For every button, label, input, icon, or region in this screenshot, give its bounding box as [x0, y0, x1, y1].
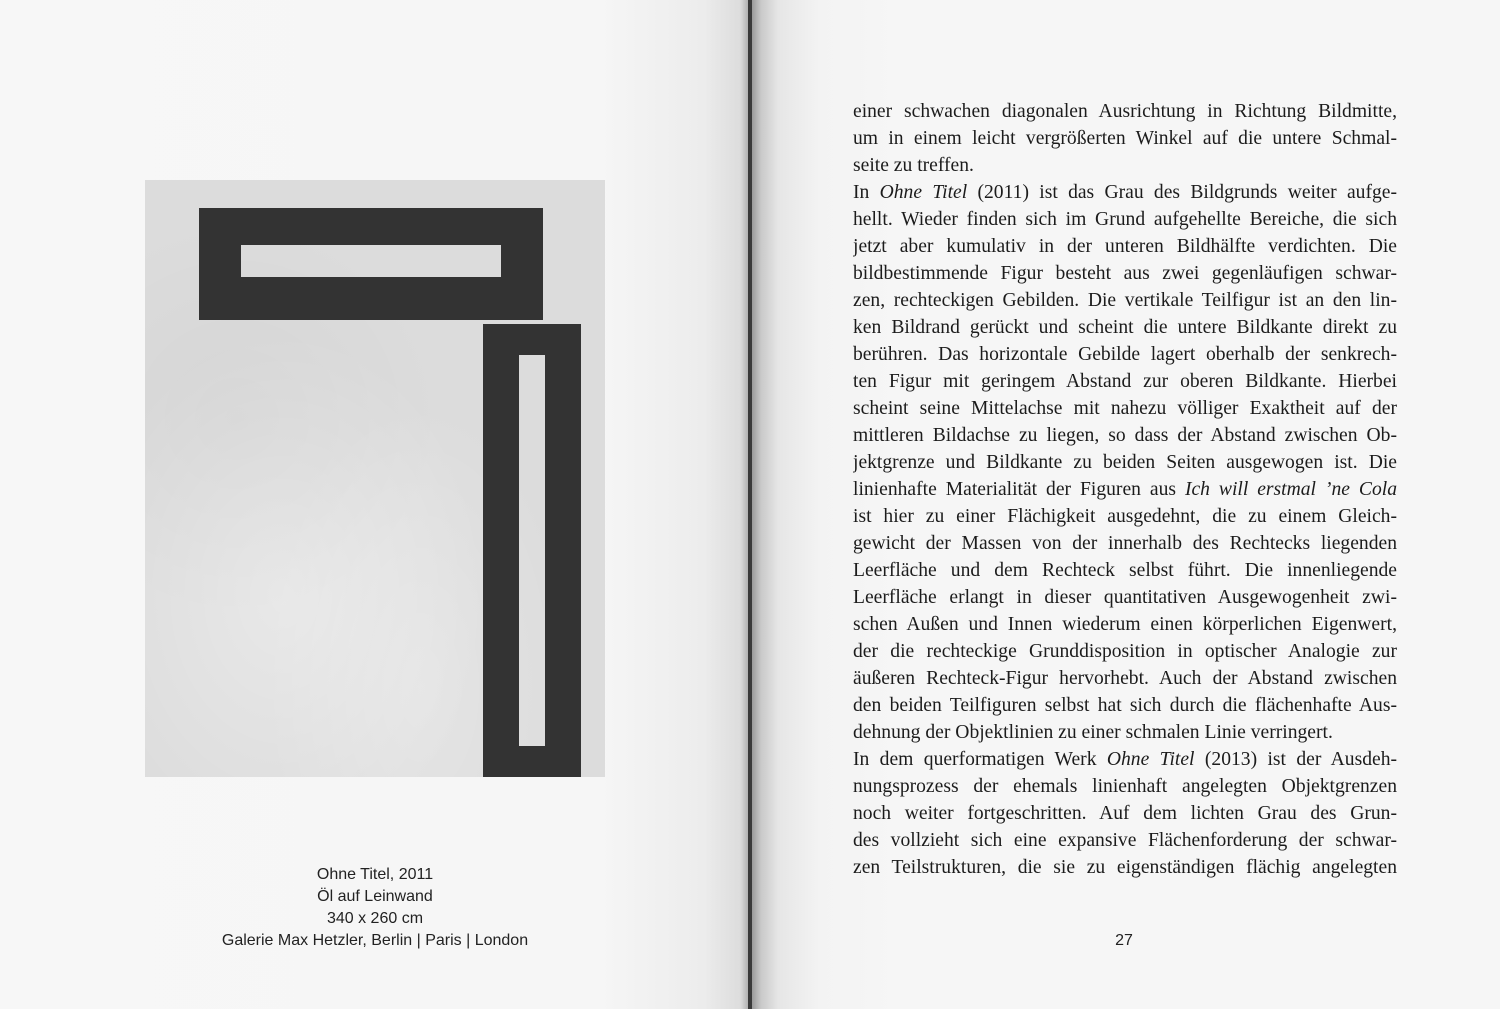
text-line	[853, 800, 1397, 827]
vertical-rectangle-figure	[483, 324, 581, 777]
text-line	[853, 530, 1397, 557]
caption-gallery: Galerie Max Hetzler, Berlin | Paris | London	[221, 932, 529, 949]
text-segment: berühren. Das horizontale Gebilde lagert oberhalb der senkrech-	[853, 344, 1397, 365]
text-segment: hellt. Wieder finden sich im Grund aufgehellte Bereiche, die sich	[853, 209, 1397, 230]
text-segment: nungsprozess der ehemals linienhaft angelegten Objektgrenzen	[853, 776, 1397, 797]
text-line	[853, 584, 1397, 611]
caption-dimensions: 340 x 260 cm	[326, 910, 424, 927]
text-line	[853, 260, 1397, 287]
text-segment: zen, rechteckigen Gebilden. Die vertikale Teilfigur ist an den lin-	[853, 290, 1397, 311]
text-segment: (2013) ist der Ausdeh-	[1194, 749, 1397, 770]
italic-title: Ohne Titel	[1106, 749, 1195, 770]
page-number: 27	[1115, 932, 1133, 949]
text-segment: In	[853, 182, 880, 203]
text-segment: äußeren Rechteck-Figur hervorhebt. Auch der Abstand zwischen	[853, 668, 1397, 689]
text-segment: (2011) ist das Grau des Bildgrunds weiter aufge-	[967, 182, 1397, 203]
text-segment: ten Figur mit geringem Abstand zur oberen Bildkante. Hierbei	[853, 371, 1397, 392]
italic-title: Ohne Titel	[879, 182, 968, 203]
text-line	[853, 98, 1397, 125]
text-line	[853, 827, 1397, 854]
text-line	[853, 557, 1397, 584]
text-line	[853, 449, 1397, 476]
caption-title: Ohne Titel, 2011	[316, 866, 434, 883]
text-segment: scheint seine Mittelachse mit nahezu völliger Exaktheit auf der	[853, 398, 1397, 419]
text-line	[853, 314, 1397, 341]
text-line	[853, 422, 1397, 449]
text-segment: Leerfläche erlangt in dieser quantitativen Ausgewogenheit zwi-	[853, 587, 1397, 608]
text-line	[853, 287, 1397, 314]
text-line	[853, 719, 1397, 746]
text-segment: der die rechteckige Grunddisposition in optischer Analogie zur	[853, 641, 1397, 662]
text-segment: seite zu treffen.	[853, 155, 974, 176]
text-line	[853, 395, 1397, 422]
text-line	[853, 692, 1397, 719]
text-segment: zen Teilstrukturen, die sie zu eigenständigen flächig angelegten	[853, 857, 1397, 878]
horizontal-rectangle-figure	[199, 208, 543, 320]
text-line	[853, 179, 1397, 206]
caption-medium: Öl auf Leinwand	[317, 888, 433, 905]
text-segment: ken Bildrand gerückt und scheint die untere Bildkante direkt zu	[853, 317, 1397, 338]
text-segment: ist hier zu einer Flächigkeit ausgedehnt, die zu einem Gleich-	[853, 506, 1397, 527]
text-segment: jektgrenze und Bildkante zu beiden Seiten ausgewogen ist. Die	[853, 452, 1397, 473]
text-line	[853, 854, 1397, 881]
gutter-shadow	[740, 0, 748, 1009]
text-segment: einer schwachen diagonalen Ausrichtung in Richtung Bildmitte,	[853, 101, 1397, 122]
text-segment: noch weiter fortgeschritten. Auf dem lichten Grau des Grun-	[853, 803, 1397, 824]
text-line	[853, 206, 1397, 233]
artwork-image	[145, 180, 605, 777]
text-line	[853, 773, 1397, 800]
text-segment: In dem querformatigen Werk	[853, 749, 1107, 770]
text-line	[853, 341, 1397, 368]
text-segment: dehnung der Objektlinien zu einer schmalen Linie verringert.	[853, 722, 1333, 743]
text-segment: um in einem leicht vergrößerten Winkel auf die untere Schmal-	[853, 128, 1397, 149]
text-line	[853, 125, 1397, 152]
text-segment: mittleren Bildachse zu liegen, so dass der Abstand zwischen Ob-	[853, 425, 1397, 446]
text-segment: Leerfläche und dem Rechteck selbst führt. Die innenliegende	[853, 560, 1397, 581]
text-line	[853, 368, 1397, 395]
text-line	[853, 152, 1397, 179]
artwork-caption	[145, 864, 605, 952]
text-line	[853, 611, 1397, 638]
text-line	[853, 503, 1397, 530]
text-line	[853, 476, 1397, 503]
text-segment: den beiden Teilfiguren selbst hat sich durch die flächenhafte Aus-	[853, 695, 1397, 716]
body-text	[853, 98, 1397, 881]
text-line	[853, 638, 1397, 665]
italic-title: Ich will erstmal ’ne Cola	[1184, 479, 1397, 500]
text-line	[853, 665, 1397, 692]
text-line	[853, 233, 1397, 260]
text-segment: schen Außen und Innen wiederum einen körperlichen Eigenwert,	[853, 614, 1397, 635]
text-segment: jetzt aber kumulativ in der unteren Bildhälfte verdichten. Die	[853, 236, 1397, 257]
text-segment: linienhafte Materialität der Figuren aus	[853, 479, 1185, 500]
left-page	[0, 0, 749, 1009]
text-segment: gewicht der Massen von der innerhalb des Rechtecks liegenden	[853, 533, 1397, 554]
text-line	[853, 746, 1397, 773]
text-segment: des vollzieht sich eine expansive Flächenforderung der schwar-	[853, 830, 1397, 851]
text-segment: bildbestimmende Figur besteht aus zwei gegenläufigen schwar-	[853, 263, 1397, 284]
